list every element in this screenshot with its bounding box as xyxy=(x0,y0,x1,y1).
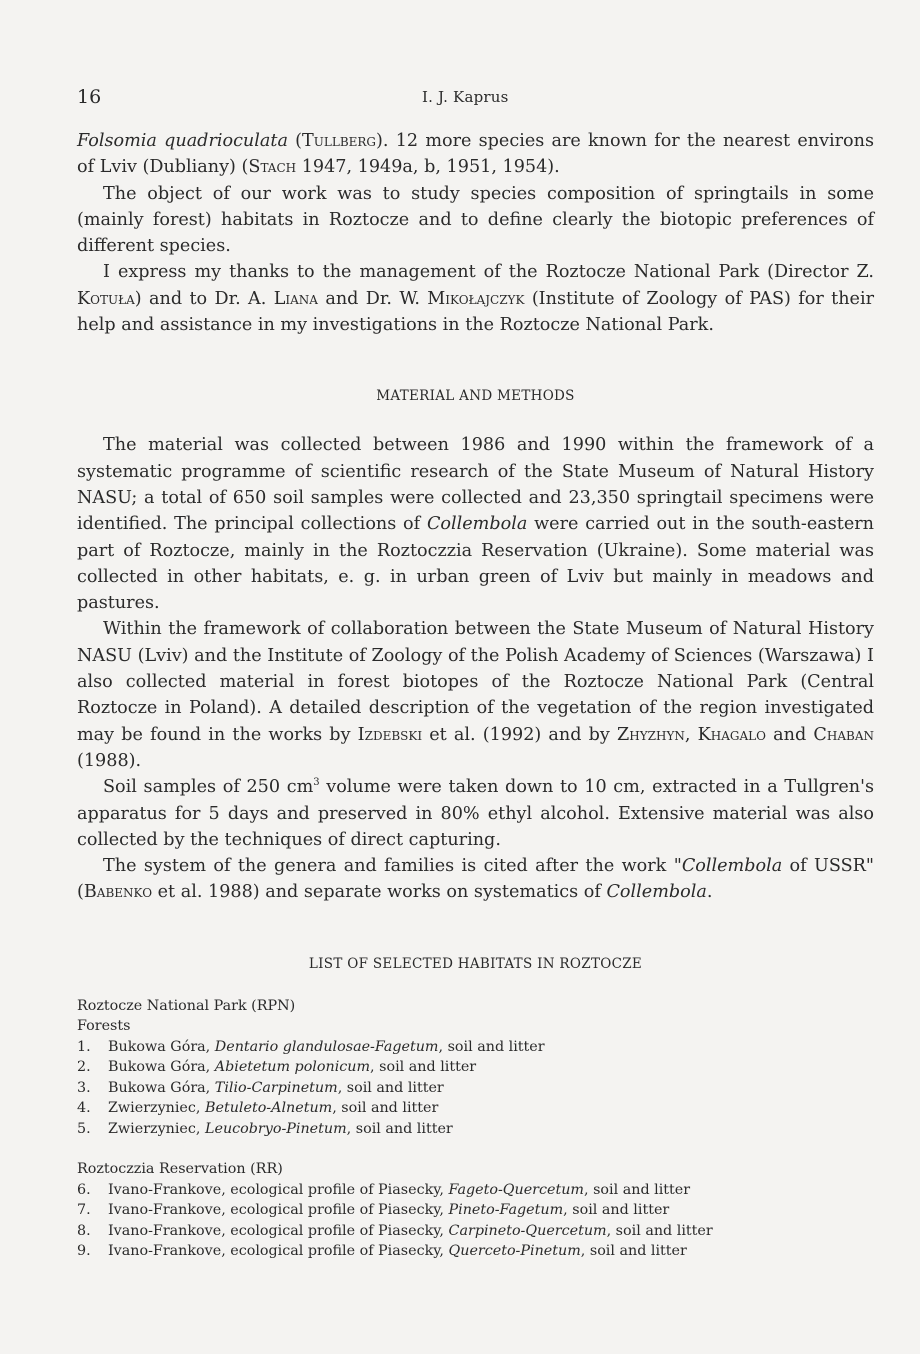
rpn-habitat-list xyxy=(77,1037,874,1140)
methods-paragraph-4: The system of the genera and families is cited after the work "Collembola of USSR" (Babenko et al. 1988) and separate works on systematics of Collembola. xyxy=(77,856,874,903)
item-text: Bukowa Góra, Dentario glandulosae-Fagetum, soil and litter xyxy=(108,1038,545,1055)
article-body xyxy=(77,128,874,1262)
list-item xyxy=(77,1098,874,1119)
item-text: Bukowa Góra, Tilio-Carpinetum, soil and litter xyxy=(108,1079,444,1096)
section-title-habitats: LIST OF SELECTED HABITATS IN ROZTOCZE xyxy=(308,955,643,972)
item-number: 6. xyxy=(77,1181,91,1198)
list-item xyxy=(77,1200,874,1221)
item-text: Ivano-Frankove, ecological profile of Piasecky, Querceto-Pinetum, soil and litter xyxy=(108,1243,687,1260)
group-heading-rpn: Roztocze National Park (RPN) xyxy=(77,997,296,1014)
item-number: 1. xyxy=(77,1038,91,1055)
group-heading-rr: Roztoczzia Reservation (RR) xyxy=(77,1161,283,1178)
item-text: Ivano-Frankove, ecological profile of Piasecky, Fageto-Quercetum, soil and litter xyxy=(108,1181,691,1198)
item-text: Zwierzyniec, Leucobryo-Pinetum, soil and litter xyxy=(108,1120,453,1137)
methods-paragraph-2: Within the framework of collaboration between the State Museum of Natural History NASU (Lviv) and the Institute of Zoology of the Polish Academy of Sciences (Warszawa) I also collected material in forest biotopes of the Roztocze National Park (Central Roztocze in Poland). A detailed description of the vegetation of the region investigated may be found in the works by Izdebski et al. (1992) and by Zhyzhyn, Khagalo and Chaban (1988). xyxy=(77,619,874,771)
methods-paragraph-1: The material was collected between 1986 and 1990 within the framework of a systematic programme of scientific research of the State Museum of Natural History NASU; a total of 650 soil samples were collected and 23,350 springtail specimens were identified. The principal collections of Collembola were carried out in the south-eastern part of Roztocze, mainly in the Roztoczzia Reservation (Ukraine). Some material was collected in other habitats, e. g. in urban green of Lviv but mainly in meadows and pastures. xyxy=(77,435,875,614)
rr-habitat-list xyxy=(77,1180,874,1262)
author-name: Tullberg xyxy=(302,131,377,151)
item-text: Bukowa Góra, Abietetum polonicum, soil and litter xyxy=(108,1059,477,1076)
item-number: 4. xyxy=(77,1100,91,1117)
item-number: 2. xyxy=(77,1059,91,1076)
list-item xyxy=(77,1180,874,1201)
running-head: I. J. Kaprus xyxy=(422,88,509,106)
item-text: Ivano-Frankove, ecological profile of Piasecky, Pineto-Fagetum, soil and litter xyxy=(108,1202,670,1219)
item-text: Ivano-Frankove, ecological profile of Piasecky, Carpineto-Quercetum, soil and litter xyxy=(108,1222,713,1239)
intro-paragraph-2: The object of our work was to study species composition of springtails in some (mainly forest) habitats in Roztocze and to define clearly the biotopic preferences of different species. xyxy=(77,183,874,257)
author-name: Stach xyxy=(248,157,297,178)
list-item xyxy=(77,1241,874,1262)
species-name: Folsomia quadrioculata xyxy=(77,131,288,151)
list-item xyxy=(77,1037,874,1058)
item-number: 5. xyxy=(77,1120,91,1137)
item-number: 7. xyxy=(77,1202,91,1219)
list-item xyxy=(77,1221,874,1242)
page-header xyxy=(77,86,877,110)
list-item xyxy=(77,1119,874,1140)
section-title-methods: MATERIAL AND METHODS xyxy=(376,388,575,405)
subgroup-heading-forests: Forests xyxy=(77,1018,131,1035)
methods-paragraph-3: Soil samples of 250 $cm^3$ volume were taken down to 10 cm, extracted in a Tullgren's apparatus for 5 days and preserved in 80% ethyl alcohol. Extensive material was also collected by the techniques of direct capturing. xyxy=(77,777,874,850)
habitat-list xyxy=(77,996,874,1262)
item-text: Zwierzyniec, Betuleto-Alnetum, soil and litter xyxy=(108,1100,439,1117)
intro-paragraph-1: Folsomia quadrioculata (Tullberg). 12 more species are known for the nearest environs of Lviv (Dubliany) (Stach 1947, 1949a, b, 1951, 1954). xyxy=(77,131,874,178)
item-number: 8. xyxy=(77,1222,91,1239)
list-item xyxy=(77,1057,874,1078)
page-number: 16 xyxy=(77,86,102,108)
item-number: 3. xyxy=(77,1079,91,1096)
item-number: 9. xyxy=(77,1243,91,1260)
acknowledgements-paragraph: I express my thanks to the management of the Roztocze National Park (Director Z. Kotuła) and to Dr. A. Liana and Dr. W. Mikołajczyk (Institute of Zoology of PAS) for their help and assistance in my investigations in the Roztocze National Park. xyxy=(77,262,875,336)
list-item xyxy=(77,1078,874,1099)
